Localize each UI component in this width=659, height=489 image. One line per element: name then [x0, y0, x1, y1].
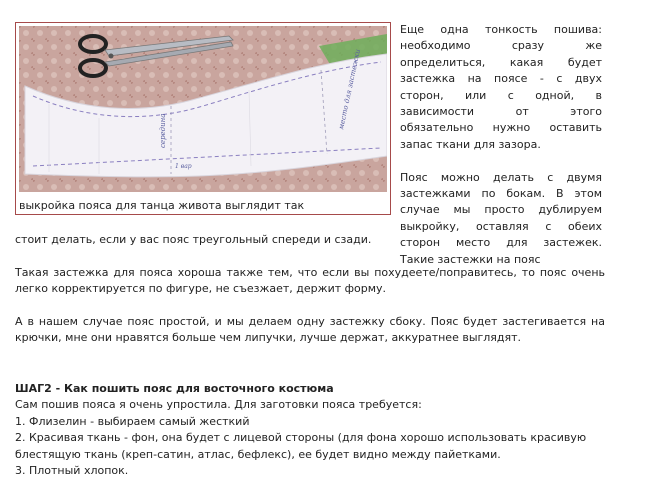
- fit-paragraph: Такая застежка для пояса хороша также тем, что если вы похудеете/поправитесь, то пояс очень легко корректируется по фигуре, не съезжает, держит форму.: [15, 266, 605, 296]
- figure-caption: выкройка пояса для танца живота выглядит так: [19, 199, 305, 212]
- handwritten-clasp-place: место для застежки: [337, 48, 363, 131]
- continuation-line: стоит делать, если у вас пояс треугольный спереди и сзади.: [15, 233, 372, 246]
- belt-pattern-photo: [19, 26, 387, 192]
- two-clasps-paragraph: Пояс можно делать с двумя застежками по бокам. В этом случае мы просто дублируем выкройку, оставляя с обеих сторон место для застежек. Такие застежки на пояс: [400, 170, 602, 266]
- list-item: 3. Плотный хлопок.: [15, 464, 129, 478]
- clasp-choice-paragraph: Еще одна тонкость пошива: необходимо сразу же определиться, какая будет застежка на поясе - с двух сторон, или с одной, в зависимости от этого обязательно нужно оставить запас ткани для зазора.: [400, 23, 602, 151]
- step2-section: [15, 381, 605, 479]
- list-item: 2. Красивая ткань - фон, она будет с лицевой стороны (для фона хорошо использовать красивую блестящую ткань (креп-сатин, атлас, бефлекс), ее будет видно между пайетками.: [15, 431, 587, 461]
- handwritten-variant: 1 вар: [175, 163, 192, 170]
- step2-label: ШАГ2: [15, 382, 52, 395]
- handwritten-middle: середина: [159, 113, 167, 148]
- step2-intro: Сам пошив пояса я очень упростила. Для заготовки пояса требуется:: [15, 398, 422, 412]
- list-item: 1. Флизелин - выбираем самый жесткий: [15, 414, 250, 428]
- simple-belt-paragraph: А в нашем случае пояс простой, и мы делаем одну застежку сбоку. Пояс будет застегивается на крючки, мне они нравятся больше чем липучки, лучше держат, аккуратнее выглядят.: [15, 315, 605, 345]
- step2-subtitle: Как пошить пояс для восточного костюма: [64, 382, 334, 395]
- pattern-figure: [15, 22, 391, 215]
- step2-heading: [15, 381, 605, 397]
- step2-separator: -: [51, 382, 64, 395]
